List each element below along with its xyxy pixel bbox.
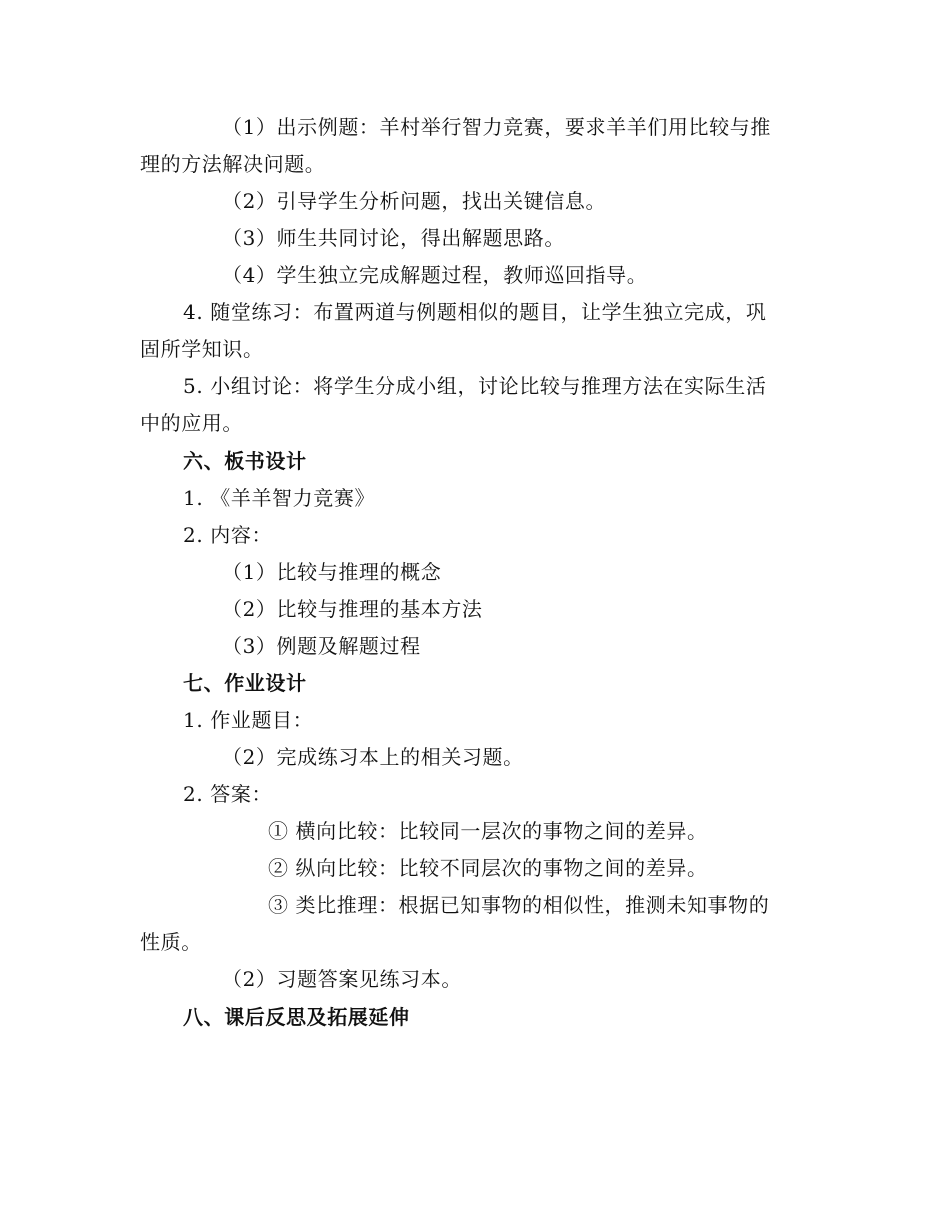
paragraph-line: 固所学知识。 (140, 337, 264, 361)
section-heading: 八、课后反思及拓展延伸 (183, 1005, 410, 1029)
answer-item-continued: 性质。 (140, 930, 202, 954)
list-item: （2）比较与推理的基本方法 (222, 597, 483, 621)
paragraph-line: （3）师生共同讨论，得出解题思路。 (222, 226, 565, 250)
list-item: 2. 答案： (183, 782, 273, 806)
list-item: 1. 作业题目： (183, 708, 314, 732)
list-item: 2. 内容： (183, 523, 273, 547)
section-heading: 六、板书设计 (183, 449, 307, 473)
list-item: 1. 《羊羊智力竞赛》 (183, 486, 376, 510)
list-item: （2）习题答案见练习本。 (222, 967, 462, 991)
paragraph-line: （1）出示例题：羊村举行智力竞赛，要求羊羊们用比较与推 (222, 115, 771, 139)
answer-item: ① 横向比较：比较同一层次的事物之间的差异。 (268, 819, 708, 843)
paragraph-line: 4. 随堂练习：布置两道与例题相似的题目，让学生独立完成，巩 (183, 300, 767, 324)
paragraph-line: （2）引导学生分析问题，找出关键信息。 (222, 189, 607, 213)
paragraph-line: 5. 小组讨论：将学生分成小组，讨论比较与推理方法在实际生活 (183, 374, 767, 398)
list-item: （2）完成练习本上的相关习题。 (222, 745, 524, 769)
section-heading: 七、作业设计 (183, 671, 307, 695)
answer-item: ② 纵向比较：比较不同层次的事物之间的差异。 (268, 856, 708, 880)
answer-item: ③ 类比推理：根据已知事物的相似性，推测未知事物的 (268, 893, 770, 917)
paragraph-line: （4）学生独立完成解题过程，教师巡回指导。 (222, 263, 648, 287)
list-item: （3）例题及解题过程 (222, 634, 421, 658)
paragraph-line: 中的应用。 (140, 411, 243, 435)
list-item: （1）比较与推理的概念 (222, 560, 442, 584)
paragraph-line: 理的方法解决问题。 (140, 152, 326, 176)
